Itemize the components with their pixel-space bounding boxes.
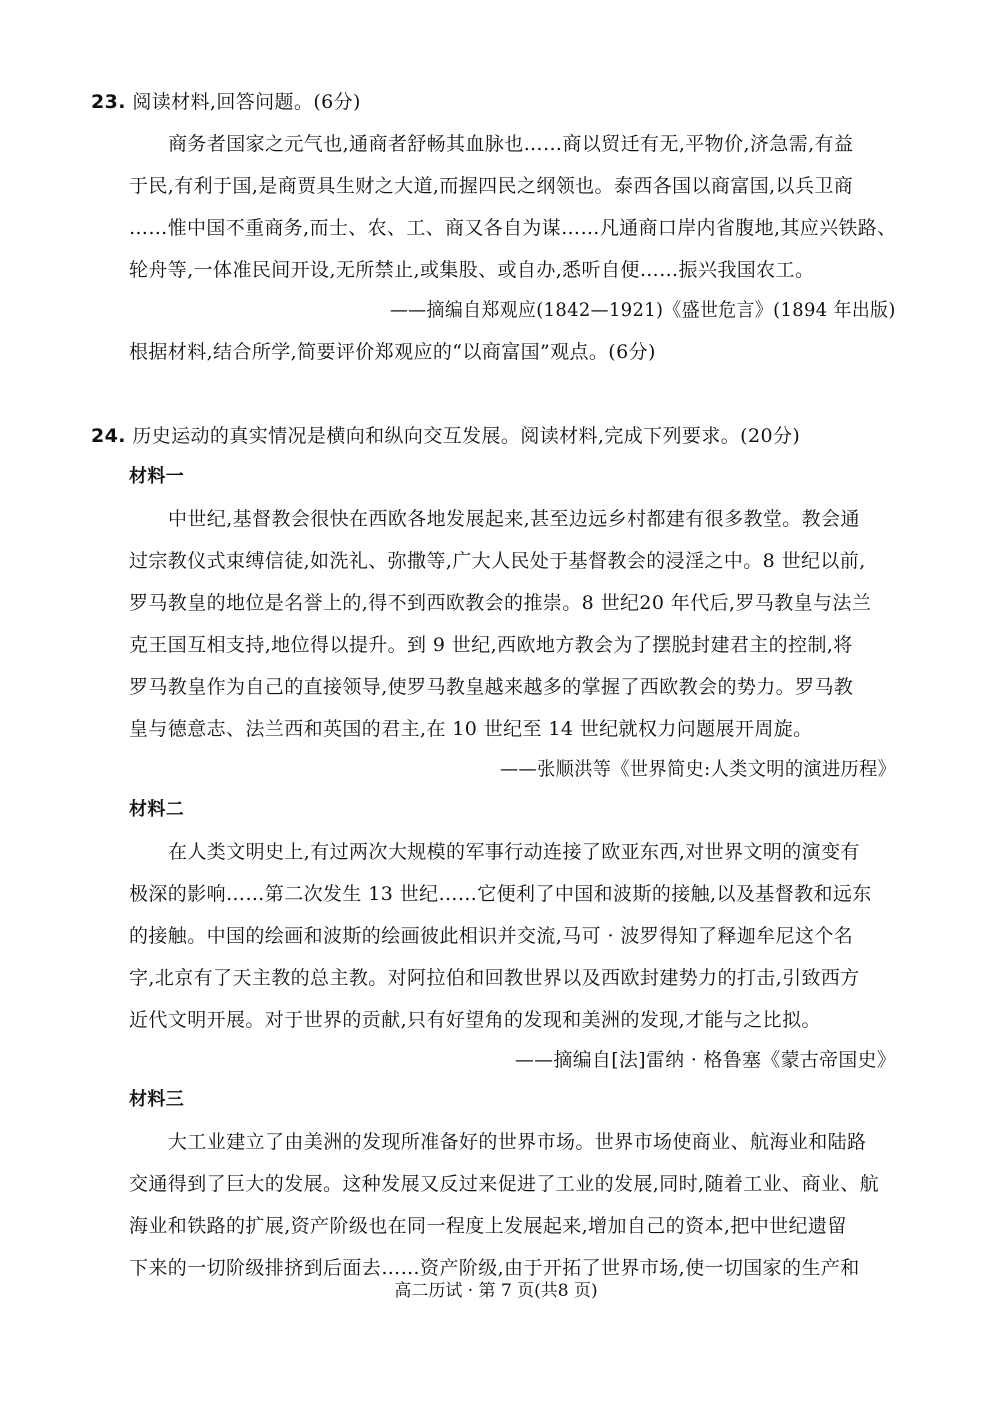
page-footer: 高二历试 · 第 7 页(共8 页) (394, 1281, 598, 1301)
material-1-source: ——张顺洪等《世界简史:人类文明的演进历程》 (500, 758, 897, 780)
material-3-title: 材料三 (129, 1089, 185, 1110)
material-2-line-4: 字,北京有了天主教的总主教。对阿拉伯和回教世界以及西欧封建势力的打击,引致西方 (129, 967, 860, 989)
material-2-line-3: 的接触。中国的绘画和波斯的绘画彼此相识并交流,马可 · 波罗得知了释迦牟尼这个名 (129, 925, 854, 947)
material-2-line-1: 在人类文明史上,有过两次大规模的军事行动连接了欧亚东西,对世界文明的演变有 (168, 841, 860, 863)
material-3-line-4: 下来的一切阶级排挤到后面去……资产阶级,由于开拓了世界市场,使一切国家的生产和 (129, 1257, 860, 1279)
q24-prompt: 历史运动的真实情况是横向和纵向交互发展。阅读材料,完成下列要求。(20分) (132, 425, 801, 447)
material-1-line-3: 罗马教皇的地位是名誉上的,得不到西欧教会的推崇。8 世纪20 年代后,罗马教皇与法兰 (129, 592, 872, 614)
material-1-line-2: 过宗教仪式束缚信徒,如洗礼、弥撒等,广大人民处于基督教会的浸淫之中。8 世纪以前, (129, 550, 866, 572)
material-3-line-3: 海业和铁路的扩展,资产阶级也在同一程度上发展起来,增加自己的资本,把中世纪遗留 (129, 1215, 847, 1237)
q24-heading (91, 424, 800, 448)
q23-text-line-2: 于民,有利于国,是商贾具生财之大道,而握四民之纲领也。泰西各国以商富国,以兵卫商 (129, 175, 854, 197)
material-2-source: ——摘编自[法]雷纳 · 格鲁塞《蒙古帝国史》 (515, 1049, 897, 1071)
material-2-title: 材料二 (129, 799, 185, 820)
material-3-line-2: 交通得到了巨大的发展。这种发展又反过来促进了工业的发展,同时,随着工业、商业、航 (129, 1173, 880, 1195)
material-2-line-5: 近代文明开展。对于世界的贡献,只有好望角的发现和美洲的发现,才能与之比拟。 (129, 1009, 821, 1031)
q23-text-line-4: 轮舟等,一体准民间开设,无所禁止,或集股、或自办,悉听自便……振兴我国农工。 (129, 259, 815, 281)
material-1-line-5: 罗马教皇作为自己的直接领导,使罗马教皇越来越多的掌握了西欧教会的势力。罗马教 (129, 676, 854, 698)
q23-heading (91, 90, 361, 114)
q24-number: 24. (91, 425, 126, 447)
material-1-title: 材料一 (129, 466, 185, 487)
q23-text-line-1: 商务者国家之元气也,通商者舒畅其血脉也……商以贸迁有无,平物价,济急需,有益 (168, 133, 854, 155)
q23-question: 根据材料,结合所学,简要评价郑观应的“以商富国”观点。(6分) (129, 341, 656, 363)
q23-text-line-3: ……惟中国不重商务,而士、农、工、商又各自为谋……凡通商口岸内省腹地,其应兴铁路、 (129, 217, 897, 239)
q23-source: ——摘编自郑观应(1842—1921)《盛世危言》(1894 年出版) (390, 299, 896, 321)
material-3-line-1: 大工业建立了由美洲的发现所准备好的世界市场。世界市场使商业、航海业和陆路 (168, 1131, 867, 1153)
material-1-line-6: 皇与德意志、法兰西和英国的君主,在 10 世纪至 14 世纪就权力问题展开周旋。 (129, 718, 813, 740)
material-1-line-4: 克王国互相支持,地位得以提升。到 9 世纪,西欧地方教会为了摆脱封建君主的控制,将 (129, 634, 853, 656)
q23-number: 23. (91, 91, 126, 113)
material-2-line-2: 极深的影响……第二次发生 13 世纪……它便利了中国和波斯的接触,以及基督教和远东 (129, 883, 872, 905)
q23-prompt: 阅读材料,回答问题。(6分) (132, 91, 361, 113)
material-1-line-1: 中世纪,基督教会很快在西欧各地发展起来,甚至边远乡村都建有很多教堂。教会通 (168, 508, 860, 530)
